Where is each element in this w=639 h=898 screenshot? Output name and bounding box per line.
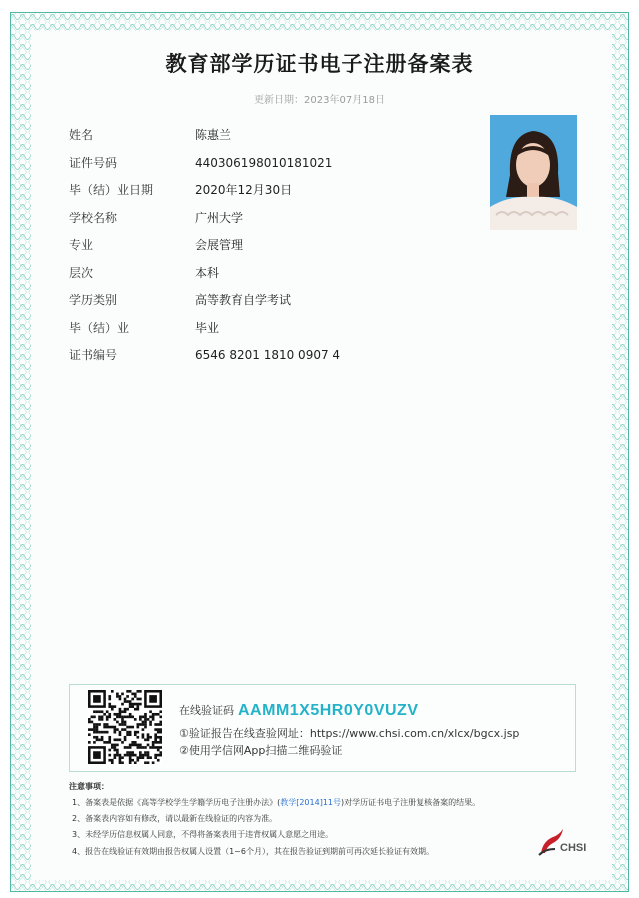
field-id-number: [69, 153, 429, 173]
field-label: 证书编号: [69, 348, 118, 362]
field-label: 姓名: [69, 128, 94, 142]
note-1-text-end: )对学历证书电子注册复核备案的结果。: [341, 798, 481, 807]
verify-url-line: ①验证报告在线查验网址：https://www.chsi.com.cn/xlcx/bgcx.jsp: [179, 727, 520, 740]
student-photo: [490, 115, 577, 230]
field-graduation-status: [69, 318, 429, 338]
field-graduation-date: [69, 180, 429, 200]
field-certificate-number: [69, 345, 429, 365]
chsi-logo: [537, 825, 592, 857]
verify-code-line: [179, 702, 418, 720]
chsi-logo-text: CHSI: [560, 842, 587, 854]
regulation-link[interactable]: 教学[2014]11号: [280, 798, 341, 807]
field-value: 440306198010181021: [195, 155, 333, 170]
verify-app-line: ②使用学信网App扫描二维码验证: [179, 744, 343, 757]
field-name: [69, 125, 429, 145]
field-value: 陈惠兰: [195, 128, 232, 142]
field-label: 层次: [69, 265, 94, 280]
verify-code-label: 在线验证码: [179, 704, 234, 717]
field-label: 毕（结）业: [69, 320, 130, 335]
verify-box: [69, 684, 576, 772]
field-label: 学历类别: [69, 293, 118, 307]
note-1-text: 1、备案表是依据《高等学校学生学籍学历电子注册办法》(: [72, 798, 281, 807]
field-label: 毕（结）业日期: [69, 183, 154, 197]
page-title: 教育部学历证书电子注册备案表: [165, 52, 474, 76]
field-value: 6546 8201 1810 0907 4: [195, 348, 341, 362]
note-4: 4、报告在线验证有效期由报告权属人设置（1~6个月），其在报告验证到期前可再次延长验证有效期。: [72, 847, 434, 856]
note-2: 2、备案表内容如有修改，请以最新在线验证的内容为准。: [72, 814, 278, 823]
note-1: [72, 797, 480, 808]
note-3: 3、未经学历信息权属人同意，不得将备案表用于违背权属人意愿之用途。: [72, 830, 334, 839]
field-value: 毕业: [195, 320, 220, 335]
field-value: 广州大学: [195, 210, 244, 225]
update-date: 更新日期：2023年07月18日: [254, 95, 385, 106]
verify-code: AAMM1X5HR0Y0VUZV: [238, 702, 419, 719]
field-value: 2020年12月30日: [195, 183, 293, 197]
field-value: 会展管理: [195, 238, 244, 252]
notes-title: 注意事项：: [69, 782, 109, 791]
field-value: 高等教育自学考试: [195, 293, 292, 307]
field-education-type: [69, 290, 429, 310]
field-level: [69, 263, 429, 283]
field-label: 专业: [69, 238, 94, 252]
field-major: [69, 235, 429, 255]
field-value: 本科: [195, 265, 220, 280]
field-school: [69, 208, 429, 228]
qr-code[interactable]: [88, 690, 162, 764]
field-label: 证件号码: [69, 155, 118, 170]
field-label: 学校名称: [69, 210, 118, 225]
